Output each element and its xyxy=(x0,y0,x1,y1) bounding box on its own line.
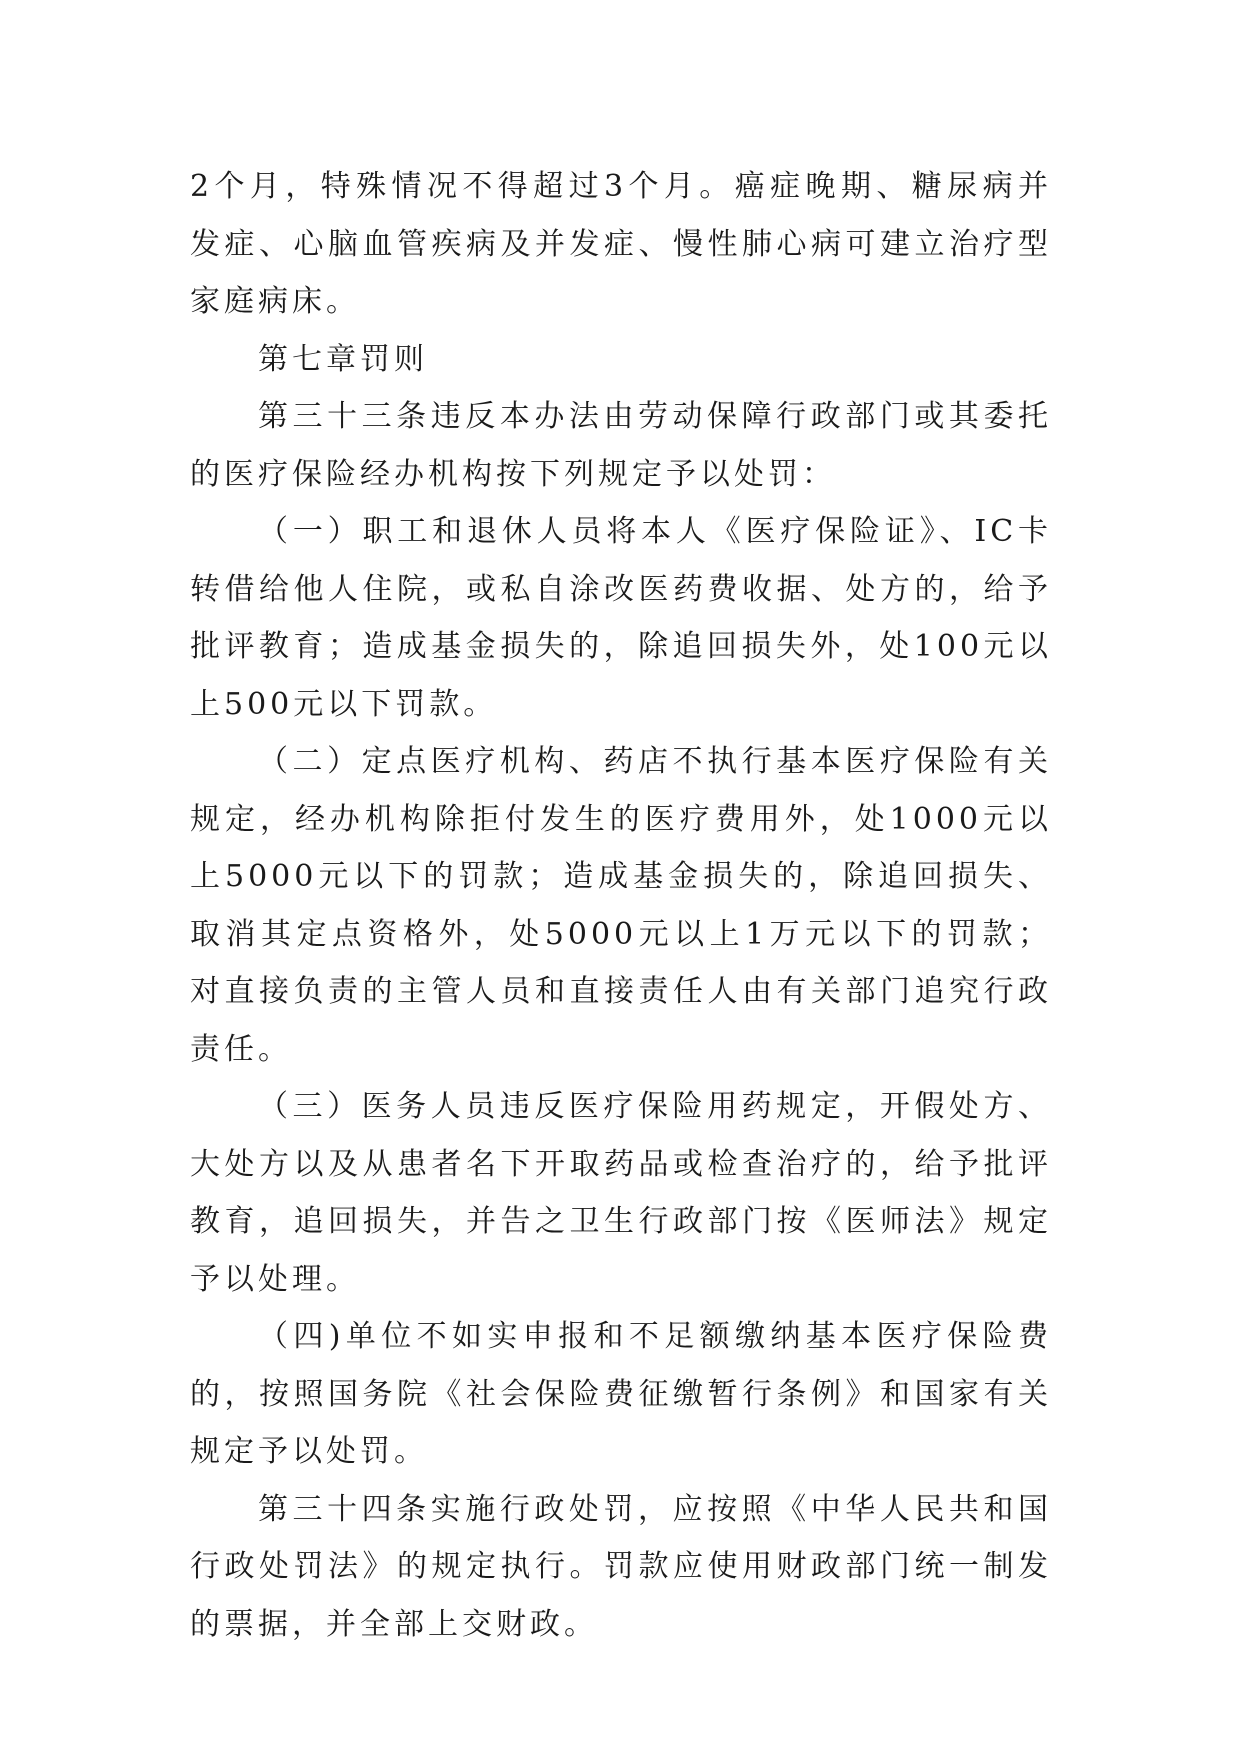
clause-4: （四)单位不如实申报和不足额缴纳基本医疗保险费的，按照国务院《社会保险费征缴暂行条例》和国家有关规定予以处罚。 xyxy=(190,1319,1052,1469)
chapter-heading: 第七章罚则 xyxy=(258,341,428,377)
article-34: 第三十四条实施行政处罚，应按照《中华人民共和国行政处罚法》的规定执行。罚款应使用财政部门统一制发的票据，并全部上交财政。 xyxy=(190,1491,1052,1642)
clause-1: （一）职工和退休人员将本人《医疗保险证》、IC卡转借给他人住院，或私自涂改医药费收据、处方的，给予批评教育；造成基金损失的，除追回损失外，处100元以上500元以下罚款。 xyxy=(190,514,1052,722)
article-33: 第三十三条违反本办法由劳动保障行政部门或其委托的医疗保险经办机构按下列规定予以处罚： xyxy=(190,399,1052,492)
clause-2: （二）定点医疗机构、药店不执行基本医疗保险有关规定，经办机构除拒付发生的医疗费用外，处1000元以上5000元以下的罚款；造成基金损失的，除追回损失、取消其定点资格外，处5000元以上1万元以下的罚款；对直接负责的主管人员和直接责任人由有关部门追究行政责任。 xyxy=(190,744,1052,1067)
document-page xyxy=(190,158,1052,1653)
clause-3: （三）医务人员违反医疗保险用药规定，开假处方、大处方以及从患者名下开取药品或检查治疗的，给予批评教育，追回损失，并告之卫生行政部门按《医师法》规定予以处理。 xyxy=(190,1089,1052,1297)
paragraph-continuation: 2个月，特殊情况不得超过3个月。癌症晚期、糖尿病并发症、心脑血管疾病及并发症、慢性肺心病可建立治疗型家庭病床。 xyxy=(190,169,1052,319)
